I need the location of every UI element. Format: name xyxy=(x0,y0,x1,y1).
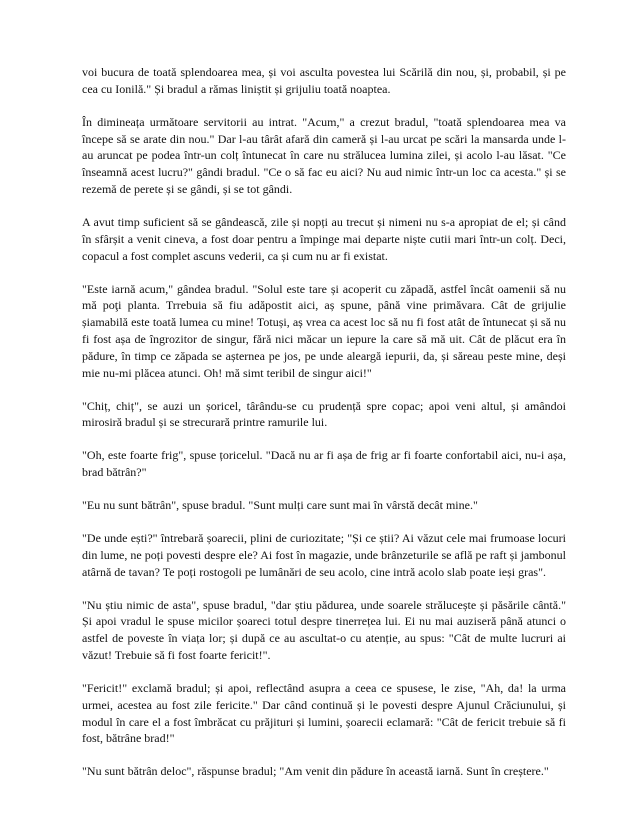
paragraph-1: voi bucura de toată splendoarea mea, și voi asculta povestea lui Scărilă din nou, și, probabil, și pe cea cu Ionilă." Și bradul a rămas liniștit și grijuliu toată noaptea. xyxy=(82,65,566,96)
paragraph-3: A avut timp suficient să se gândească, zile și nopți au trecut și nimeni nu s-a apropiat de el; și când în sfârșit a venit cineva, a fost doar pentru a împinge mai departe niște cutii mari într-un colț. Deci, copacul a fost complet ascuns vederii, ca și cum nu ar fi existat. xyxy=(82,214,566,263)
paragraph-7: "Eu nu sunt bătrân", spuse bradul. "Sunt mulți care sunt mai în vârstă decât mine." xyxy=(82,498,478,513)
paragraph-8: "De unde ești?" întrebară șoarecii, plini de curiozitate; "Și ce știi? Ai văzut cele mai frumoase locuri din lume, ne poți povesti despre ele? Ai fost în magazie, unde brânzeturile se află pe raft și jambonul atârnă de tavan? Te poți rostogoli pe lumânări de seu acolo, cine intră acolo slab poate ieși gras". xyxy=(82,531,566,579)
paragraph-11: "Nu sunt bătrân deloc", răspunse bradul; "Am venit din pădure în această iarnă. Sunt în creștere." xyxy=(82,764,549,779)
paragraph-2: În dimineața următoare servitorii au intrat. "Acum," a crezut bradul, "toată splendoarea mea va începe să se arate din nou." Dar l-au târât afară din cameră și l-au urcat pe scări la mansarda unde l-au aruncat pe podea într-un colț întunecat în care nu strălucea lumina zilei, și acolo l-au lăsat. "Ce înseamnă acest lucru?" gândi bradul. "Ce o să fac eu aici? Nu aud nimic într-un loc ca acesta." și se rezemă de perete și se gândi, și se tot gândi. xyxy=(82,114,566,196)
paragraph-9: "Nu știu nimic de asta", spuse bradul, "dar știu pădurea, unde soarele strălucește și păsările cântă." Și apoi vradul le spuse micilor șoareci totul despre tinerrețea lui. Ei nu mai auziseră până atunci o astfel de poveste în viața lor; și după ce au ascultat-o cu atenție, au spus: "Cât de multe lucruri ai văzut! Trebuie să fi fost foarte fericit!". xyxy=(82,597,566,663)
paragraph-10: "Fericit!" exclamă bradul; și apoi, reflectând asupra a ceea ce spusese, le zise, "Ah, da! la urma urmei, acestea au fost zile fericite." Dar când continuă și le povesti despre Ajunul Crăciunului, și modul în care el a fost îmbrăcat cu prăjituri și lumini, șoarecii eclamară: "Cât de fericit trebuie să fi fost, bătrâne brad!" xyxy=(82,681,566,746)
paragraph-4: "Este iarnă acum," gândea bradul. "Solul este tare și acoperit cu zăpadă, astfel încât oamenii să nu mă poţi planta. Trrebuia să fiu adăpostit aici, aș spune, până vine primăvara. Cât de grijulie șiamabilă este toată lumea cu mine! Totuși, aș vrea ca acest loc să nu fi fost atât de întunecat și să nu fi fost așa de îngrozitor de singur, fără nici măcar un iepure la care să mă uit. Cât de plăcut era în pădure, în timp ce zăpada se așternea pe jos, pe unde aleargă iepurii, da, și săreau peste mine, deși mie nu-mi plăcea atunci. Oh! mă simt teribil de singur aici!" xyxy=(82,281,566,380)
story-text xyxy=(82,64,566,796)
paragraph-5: "Chiț, chiț", se auzi un șoricel, târându-se cu prudență spre copac; apoi veni altul, și amândoi mirosiră bradul și se strecurară printre ramurile lui. xyxy=(82,398,566,430)
paragraph-6: "Oh, este foarte frig", spuse țoricelul. "Dacă nu ar fi așa de frig ar fi foarte confortabil aici, nu-i așa, brad bătrân?" xyxy=(82,448,566,480)
